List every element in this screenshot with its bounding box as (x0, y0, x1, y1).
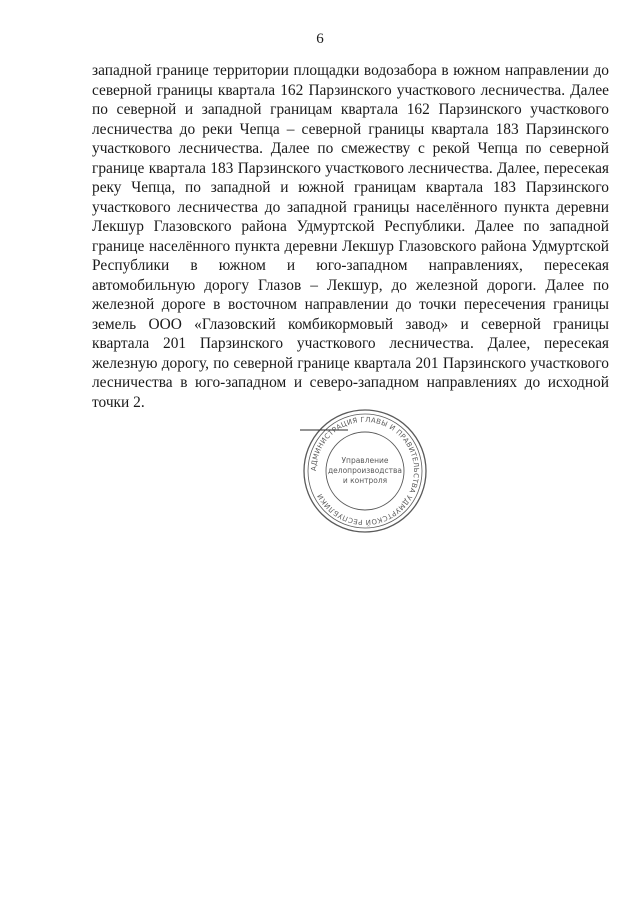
seal-ring-text: АДМИНИСТРАЦИЯ ГЛАВЫ И ПРАВИТЕЛЬСТВА УДМУРТСКОЙ РЕСПУБЛИКИ (309, 415, 421, 527)
body-paragraph: западной границе территории площадки водозабора в южном направлении до северной границы квартала 162 Парзинского участкового лесничества. Далее по северной и западной границам квартала 162 Парзинского участкового лесничества до реки Чепца – северной границы квартала 183 Парзинского участкового лесничества. Далее по смежеству с рекой Чепца по северной границе квартала 183 Парзинского участкового лесничества. Далее, пересекая реку Чепца, по западной и южной границам квартала 183 Парзинского участкового лесничества до западной границы населённого пункта деревни Лекшур Глазовского района Удмуртской Республики. Далее по западной границе населённого пункта деревни Лекшур Глазовского района Удмуртской Республики в южном и юго-западном направлениях, пересекая автомобильную дорогу Глазов – Лекшур, до железной дороги. Далее по железной дороге в восточном направлении до точки пересечения границы земель ООО «Глазовский комбикормовый завод» и северной границы квартала 201 Парзинского участкового лесничества. Далее, пересекая железную дорогу, по северной границе квартала 201 Парзинского участкового лесничества в юго-западном и северо-западном направлениях до исходной точки 2. (92, 62, 609, 411)
official-seal (300, 406, 430, 536)
page-number: 6 (316, 31, 324, 47)
seal-center-line: Управление (341, 456, 389, 465)
seal-center-line: делопроизводства (327, 466, 403, 475)
seal-center-line: и контроля (342, 476, 388, 485)
